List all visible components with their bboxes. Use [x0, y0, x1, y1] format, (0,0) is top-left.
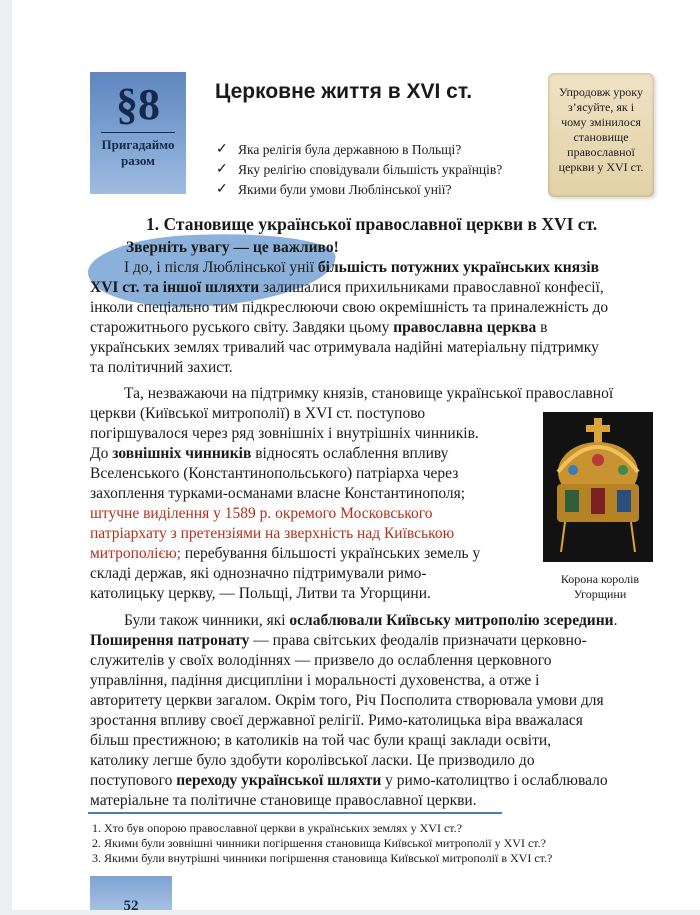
section-badge	[90, 72, 186, 194]
highlighted-line: штучне виділення у 1589 р. окремого Московського	[90, 505, 433, 522]
text-run: .	[613, 612, 618, 629]
review-question: 2. Якими були зовнішні чинники погіршення становища Київської митрополії у XVI ст.?	[92, 836, 546, 850]
paragraph-3	[90, 611, 653, 811]
review-questions	[92, 821, 552, 866]
text-line: більш престижною; в католиків на той час були кращі заклади освіти,	[90, 732, 552, 749]
list-item	[216, 160, 502, 180]
caption-line: Корона королів	[560, 572, 640, 586]
text-line	[90, 631, 653, 651]
text-line	[90, 258, 653, 278]
review-question: 3. Якими були внутрішні чинники погіршення становища Київської митрополії в XVI ст.?	[92, 851, 553, 865]
bold-run: переходу української шляхти	[176, 772, 382, 789]
checkmark-icon: ✓	[216, 162, 228, 177]
text-line: погіршувалося через ряд зовнішніх і внутрішніх чинників.	[90, 425, 479, 442]
text-line: католицьку церкву, — Польщі, Литви та Угорщини.	[90, 585, 431, 602]
text-run: І до, і після Люблінської унії	[124, 259, 318, 276]
text-run: в	[536, 319, 548, 336]
paragraph-1	[90, 258, 653, 378]
text-run: — права світських феодалів призначати церковно-	[249, 632, 587, 649]
hungarian-crown-icon	[543, 412, 653, 562]
text-run: старожитнього руського світу. Завдяки цьому	[90, 319, 394, 336]
text-line: складі держав, які однозначно підтримували римо-	[90, 565, 427, 582]
text-line: авторитету церкви загалом. Окрім того, Річ Посполита створювала умови для	[90, 692, 604, 709]
list-item	[216, 140, 502, 160]
section-heading: 1. Становище української православної церкви в XVI ст.	[146, 214, 598, 234]
recall-questions	[216, 140, 502, 200]
checkmark-icon: ✓	[216, 182, 228, 197]
text-line: Та, незважаючи на підтримку князів, становище української православної	[124, 385, 614, 402]
image-caption	[535, 572, 665, 602]
text-line: захоплення турками-османами власне Константинополя;	[90, 485, 466, 502]
recall-label-line1: Пригадаймо	[101, 137, 175, 152]
text-run: відносять ослаблення впливу	[251, 445, 449, 462]
text-line	[90, 278, 653, 298]
text-line: та політичний захист.	[90, 359, 233, 376]
goal-line: з’ясуйте, як і	[567, 100, 635, 114]
crown-image	[543, 412, 653, 562]
page-number-badge	[90, 876, 172, 914]
goal-line: чому змінилося	[561, 115, 641, 129]
text-line: українських землях тривалий час отримувала надійні матеріальну підтримку	[90, 339, 599, 356]
text-run: поступового	[90, 772, 177, 789]
page-title: Церковне життя в XVI ст.	[215, 80, 473, 103]
review-question: 1. Хто був опорою православної церкви в українських землях у XVI ст.?	[92, 821, 462, 835]
text-run: перебування більшості українських земель у	[181, 545, 481, 562]
text-line: інколи спеціально тим підкреслюючи свою окремішність та приналежність до	[90, 299, 609, 316]
recall-question: Яку релігію сповідували більшість українців?	[238, 162, 503, 177]
text-run: Були також чинники, які	[124, 612, 290, 629]
caption-line: Угорщини	[573, 587, 627, 601]
goal-line: становище	[573, 130, 629, 144]
recall-question: Яка релігія була державною в Польщі?	[238, 142, 462, 157]
section-divider	[101, 132, 175, 133]
highlighted-run: митрополією;	[90, 545, 181, 562]
text-line	[90, 771, 653, 791]
text-line: матеріальне та політичне становище православної церкви.	[90, 792, 477, 809]
text-run: залишалися прихильниками православної конфесії,	[259, 279, 604, 296]
page-number: 52	[123, 898, 139, 914]
checkmark-icon: ✓	[216, 142, 228, 157]
bold-run: більшість потужних українських князів	[317, 259, 599, 276]
underline-stroke	[88, 812, 502, 814]
lesson-goal-scroll	[548, 73, 654, 197]
recall-question: Якими були умови Люблінської унії?	[238, 182, 452, 197]
text-line	[90, 611, 653, 631]
goal-line: церкви у XVI ст.	[558, 160, 644, 174]
bold-run: ослаблювали Київську митрополію зсередини	[289, 612, 614, 629]
text-line: служителів у своїх володіннях — призвело до ослаблення церковного	[90, 652, 552, 669]
goal-line: Упродовж уроку	[559, 85, 643, 99]
bold-run: XVI ст. та іншої шляхти	[90, 279, 260, 296]
bold-run: Поширення патронату	[90, 632, 250, 649]
goal-line: православної	[567, 145, 635, 159]
text-run: у римо-католицтво і ослаблювало	[381, 772, 608, 789]
text-line: католику легше було здобути королівської ласки. Це призводило до	[90, 752, 535, 769]
list-item	[216, 180, 502, 200]
highlighted-line: патріархату з претензіями на зверхність над Київською	[90, 525, 455, 542]
text-line: Вселенського (Константинопольського) патріарха через	[90, 465, 459, 482]
recall-label-line2: разом	[121, 153, 155, 168]
bold-run: православна церква	[393, 319, 537, 336]
section-number: §8	[116, 80, 160, 129]
text-line: зростання впливу своєї державної релігії. Римо-католицька віра вважалася	[90, 712, 583, 729]
text-line: церкви (Київської митрополії) в XVI ст. поступово	[90, 405, 426, 422]
bold-run: зовнішніх чинників	[112, 445, 252, 462]
text-run: До	[90, 445, 113, 462]
text-line	[90, 318, 653, 338]
attention-note: Зверніть увагу — це важливо!	[126, 239, 339, 256]
text-line: управління, падіння дисципліни і моральності духовенства, а отже і	[90, 672, 540, 689]
recall-label	[90, 137, 186, 169]
